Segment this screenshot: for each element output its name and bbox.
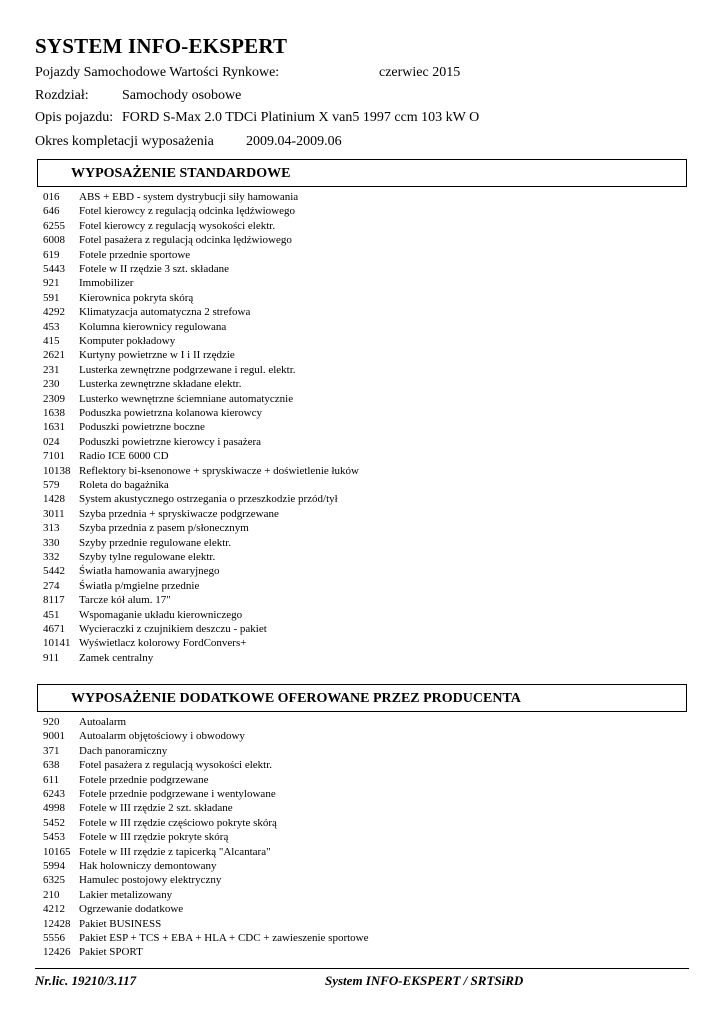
equipment-code: 2309	[43, 392, 65, 405]
standard-equipment-title: WYPOSAŻENIE STANDARDOWE	[71, 166, 291, 181]
equipment-code: 911	[43, 651, 60, 664]
equipment-name: Reflektory bi-ksenonowe + spryskiwacze + doświetlenie łuków	[79, 464, 360, 477]
equipment-name: Dach panoramiczny	[79, 744, 168, 757]
equipment-name: Fotel pasażera z regulacją wysokości elektr.	[79, 759, 273, 772]
equipment-name: Poduszki powietrzne kierowcy i pasażera	[79, 435, 262, 448]
standard-equipment-header	[37, 159, 687, 187]
document-title: SYSTEM INFO-EKSPERT	[35, 34, 288, 58]
equipment-code: 579	[43, 479, 60, 491]
equipment-code: 10141	[43, 637, 71, 650]
equipment-code: 921	[43, 277, 60, 290]
equipment-code: 231	[43, 363, 60, 376]
equipment-name: Fotele przednie podgrzewane	[79, 773, 209, 786]
equipment-code: 371	[43, 744, 60, 757]
equipment-name: Światła p/mgielne przednie	[79, 579, 200, 592]
equipment-code: 332	[43, 551, 60, 563]
equipment-code: 9001	[43, 730, 65, 743]
equipment-code: 313	[43, 522, 60, 535]
equipment-code: 6008	[43, 234, 65, 247]
equipment-code: 6325	[43, 874, 65, 887]
equipment-code: 638	[43, 759, 60, 772]
equipment-name: Fotel pasażera z regulacją odcinka lędźwiowego	[79, 234, 292, 247]
equipment-name: Wyświetlacz kolorowy FordConvers+	[79, 637, 247, 650]
equipment-name: Autoalarm objętościowy i obwodowy	[79, 730, 245, 743]
equipment-code: 5452	[43, 816, 65, 829]
equipment-name: Fotel kierowcy z regulacją wysokości elektr.	[79, 219, 276, 232]
equipment-name: Pakiet BUSINESS	[79, 917, 162, 930]
equipment-code: 5443	[43, 263, 65, 275]
equipment-name: Pakiet ESP + TCS + EBA + HLA + CDC + zawieszenie sportowe	[79, 932, 369, 944]
equipment-name: Hamulec postojowy elektryczny	[79, 874, 222, 887]
equipment-code: 5442	[43, 565, 65, 578]
equipment-code: 8117	[43, 594, 65, 607]
equipment-name: Fotele w III rzędzie częściowo pokryte skórą	[79, 816, 277, 829]
equipment-code: 10138	[43, 464, 71, 477]
equipment-code: 016	[43, 191, 60, 203]
equipment-name: Fotele w III rzędzie 2 szt. składane	[79, 802, 233, 815]
optional-equipment-title: WYPOSAŻENIE DODATKOWE OFEROWANE PRZEZ PRODUCENTA	[71, 691, 521, 706]
equipment-name: Szyby tylne regulowane elektr.	[79, 551, 216, 563]
equipment-code: 274	[43, 579, 60, 592]
equipment-name: Poduszka powietrzna kolanowa kierowcy	[79, 407, 262, 419]
equipment-name: Wspomaganie układu kierowniczego	[79, 608, 243, 621]
equipment-code: 3011	[43, 507, 65, 520]
equipment-name: Fotele w III rzędzie pokryte skórą	[79, 831, 229, 844]
equipment-code: 591	[43, 291, 60, 304]
equipment-code: 12426	[43, 946, 71, 959]
equipment-code: 5994	[43, 860, 65, 872]
equipment-code: 330	[43, 536, 60, 549]
equipment-code: 4292	[43, 306, 65, 319]
equipment-code: 1631	[43, 421, 65, 434]
equipment-code: 619	[43, 248, 60, 261]
equipment-name: Fotele przednie sportowe	[79, 248, 191, 261]
equipment-code: 611	[43, 773, 60, 786]
equipment-name: Poduszki powietrzne boczne	[79, 421, 205, 434]
equipment-name: Lakier metalizowany	[79, 888, 173, 901]
equipment-name: ABS + EBD - system dystrybucji siły hamowania	[79, 191, 299, 203]
equipment-code: 453	[43, 320, 60, 333]
equipment-code: 230	[43, 378, 60, 391]
equipment-name: Światła hamowania awaryjnego	[79, 565, 220, 578]
equipment-name: Fotele w II rzędzie 3 szt. składane	[79, 263, 229, 275]
equipment-name: Hak holowniczy demontowany	[79, 860, 217, 872]
equipment-code: 2621	[43, 349, 65, 362]
equipment-name: Fotele przednie podgrzewane i wentylowane	[79, 788, 276, 800]
equipment-name: Lusterko wewnętrzne ściemniane automatycznie	[79, 392, 294, 405]
equipment-code: 920	[43, 716, 60, 728]
equipment-code: 4671	[43, 623, 65, 635]
period-label: Okres kompletacji wyposażenia	[35, 134, 214, 149]
market-date: czerwiec 2015	[379, 65, 461, 80]
equipment-code: 5556	[43, 932, 65, 944]
equipment-name: Roleta do bagażnika	[79, 479, 169, 491]
period-value: 2009.04-2009.06	[246, 134, 342, 149]
equipment-code: 4212	[43, 903, 65, 916]
equipment-code: 024	[43, 435, 60, 448]
equipment-code: 1428	[43, 493, 65, 506]
equipment-name: Kierownica pokryta skórą	[79, 291, 194, 304]
vehicle-value: FORD S-Max 2.0 TDCi Platinium X van5 1997 ccm 103 kW O	[122, 110, 480, 125]
equipment-name: Radio ICE 6000 CD	[79, 450, 169, 463]
equipment-name: Ogrzewanie dodatkowe	[79, 903, 184, 916]
market-label: Pojazdy Samochodowe Wartości Rynkowe:	[35, 65, 280, 80]
equipment-name: Zamek centralny	[79, 651, 154, 664]
equipment-code: 646	[43, 205, 60, 218]
equipment-name: Pakiet SPORT	[79, 946, 143, 959]
equipment-name: Kolumna kierownicy regulowana	[79, 320, 227, 333]
equipment-name: Lusterka zewnętrzne składane elektr.	[79, 378, 242, 391]
equipment-code: 210	[43, 888, 60, 901]
vehicle-label: Opis pojazdu:	[35, 110, 114, 125]
equipment-name: System akustycznego ostrzegania o przeszkodzie przód/tył	[79, 493, 338, 506]
equipment-code: 451	[43, 608, 60, 621]
equipment-name: Autoalarm	[79, 716, 127, 728]
equipment-name: Wycieraczki z czujnikiem deszczu - pakiet	[79, 623, 267, 635]
equipment-code: 6243	[43, 788, 65, 800]
equipment-name: Komputer pokładowy	[79, 335, 176, 347]
optional-equipment-header	[37, 684, 687, 712]
section-label: Rozdział:	[35, 88, 89, 103]
equipment-name: Immobilizer	[79, 277, 134, 290]
equipment-name: Szyba przednia + spryskiwacze podgrzewane	[79, 507, 279, 520]
equipment-name: Klimatyzacja automatyczna 2 strefowa	[79, 306, 251, 319]
equipment-code: 10165	[43, 845, 71, 858]
footer-license: Nr.lic. 19210/3.117	[35, 973, 137, 988]
equipment-name: Fotele w III rzędzie z tapicerką "Alcantara"	[79, 845, 271, 858]
equipment-code: 4998	[43, 802, 65, 815]
section-value: Samochody osobowe	[122, 88, 242, 103]
equipment-code: 6255	[43, 219, 65, 232]
equipment-code: 5453	[43, 831, 65, 844]
equipment-code: 12428	[43, 917, 71, 930]
equipment-name: Lusterka zewnętrzne podgrzewane i regul. elektr.	[79, 363, 296, 376]
equipment-name: Szyba przednia z pasem p/słonecznym	[79, 522, 249, 535]
equipment-name: Fotel kierowcy z regulacją odcinka lędźwiowego	[79, 205, 295, 218]
equipment-code: 7101	[43, 450, 65, 463]
equipment-name: Szyby przednie regulowane elektr.	[79, 536, 232, 549]
equipment-name: Tarcze kół alum. 17"	[79, 594, 171, 607]
footer-system: System INFO-EKSPERT / SRTSiRD	[325, 973, 524, 988]
footer-divider	[35, 968, 689, 969]
equipment-code: 415	[43, 335, 60, 347]
equipment-code: 1638	[43, 407, 65, 419]
equipment-name: Kurtyny powietrzne w I i II rzędzie	[79, 349, 235, 362]
